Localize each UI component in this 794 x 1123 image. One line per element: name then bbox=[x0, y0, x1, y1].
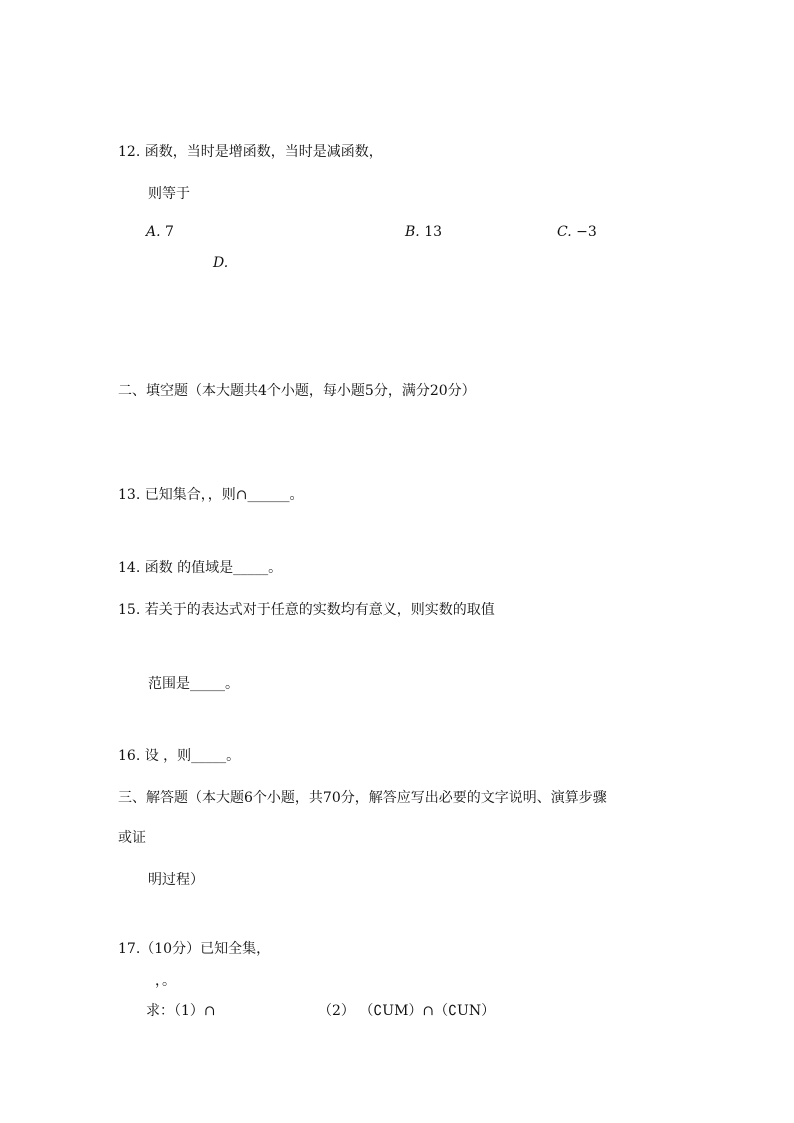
q17-part-1: 求：（1）∩ bbox=[146, 1003, 216, 1019]
q17-sets-line: ，。 bbox=[155, 973, 176, 989]
option-a-label: A. bbox=[146, 224, 161, 240]
option-b-label: B. bbox=[405, 224, 420, 240]
q15-text-line1: 15. 若关于的表达式对于任意的实数均有意义，则实数的取值 bbox=[118, 602, 495, 618]
q12-stem-continuation: 则等于 bbox=[148, 186, 190, 202]
q12-option-d: D. bbox=[213, 255, 229, 271]
q12-stem: 12. 函数，当时是增函数，当时是减函数， bbox=[118, 144, 383, 160]
section-2-heading: 二、填空题（本大题共4个小题，每小题5分，满分20分） bbox=[118, 383, 476, 399]
option-a-value: 7 bbox=[165, 224, 174, 240]
section-3-heading-line3: 明过程） bbox=[148, 872, 204, 888]
q16-text: 16. 设 ，则_____。 bbox=[118, 748, 241, 764]
q17-part-2: （2） （∁UM）∩（∁UN） bbox=[318, 1003, 496, 1019]
q14-text: 14. 函数 的值域是_____。 bbox=[118, 560, 283, 576]
option-c-value: −3 bbox=[576, 224, 597, 240]
section-3-heading-line2: 或证 bbox=[118, 830, 146, 846]
q13-text: 13. 已知集合，，则∩______。 bbox=[118, 487, 304, 503]
section-3-heading: 三、解答题（本大题6个小题，共70分，解答应写出必要的文字说明、演算步骤 bbox=[118, 790, 607, 806]
q15-text-line2: 范围是_____。 bbox=[148, 676, 239, 692]
q17-stem: 17.（10分）已知全集， bbox=[118, 941, 271, 957]
option-b-value: 13 bbox=[424, 224, 443, 240]
q12-option-c bbox=[557, 223, 597, 241]
q12-option-b bbox=[405, 223, 442, 241]
q12-option-a bbox=[146, 223, 174, 241]
option-c-label: C. bbox=[557, 224, 572, 240]
